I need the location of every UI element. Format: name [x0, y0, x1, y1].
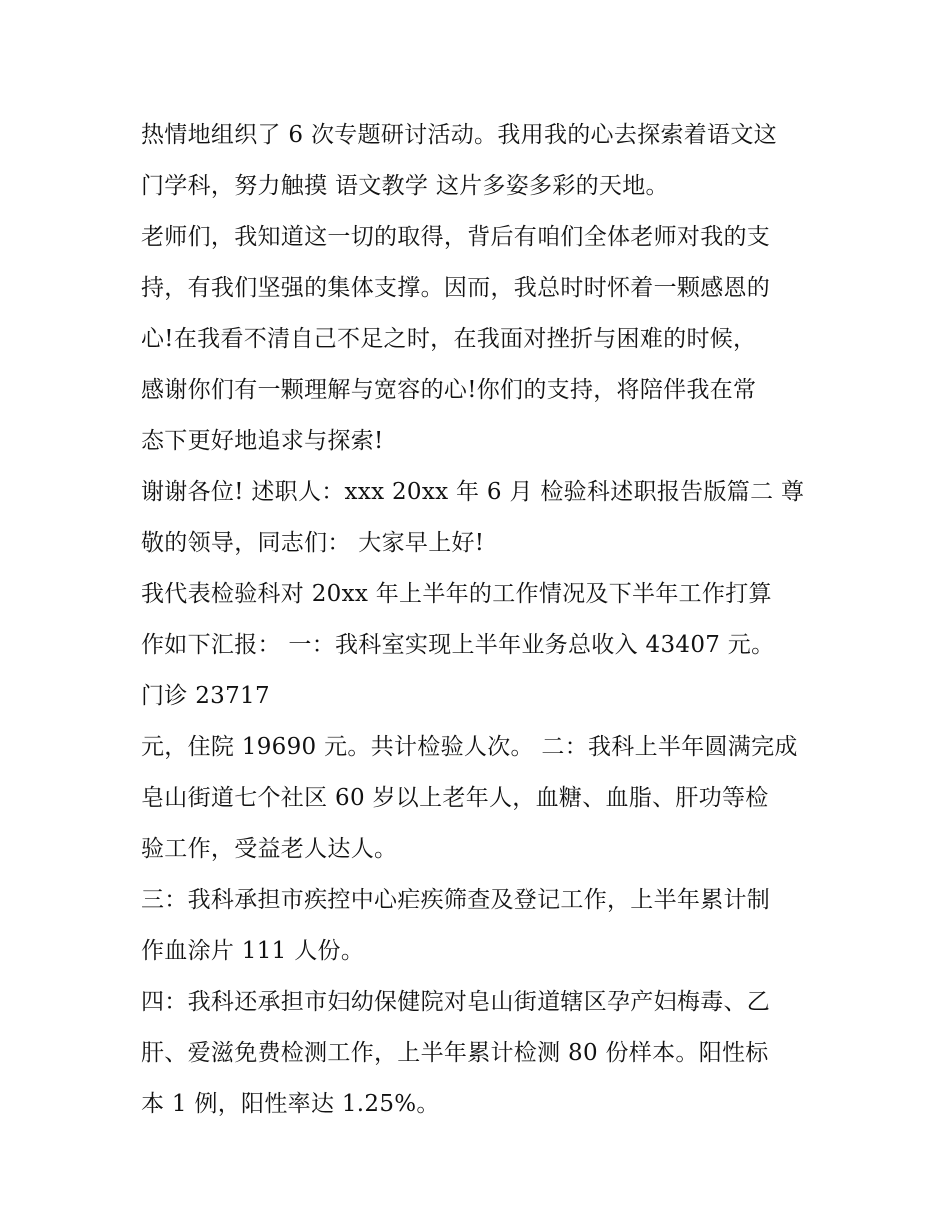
text-line: 心!在我看不清自己不足之时，在我面对挫折与困难的时候， — [141, 326, 757, 352]
text-line: 作如下汇报： 一：我科室实现上半年业务总收入 43407 元。 — [141, 632, 775, 658]
text-line: 验工作，受益老人达人。 — [141, 836, 398, 862]
text-line: 门诊 23717 — [141, 683, 270, 709]
text-line: 持，有我们坚强的集体支撑。因而，我总时时怀着一颗感恩的 — [141, 275, 771, 301]
text-line: 谢谢各位! 述职人：xxx 20xx 年 6 月 检验科述职报告版篇二 尊 — [141, 479, 805, 505]
text-line: 元，住院 19690 元。共计检验人次。 二：我科上半年圆满完成 — [141, 734, 798, 760]
text-line: 四：我科还承担市妇幼保健院对皂山街道辖区孕产妇梅毒、乙 — [141, 989, 771, 1015]
text-line: 我代表检验科对 20xx 年上半年的工作情况及下半年工作打算 — [141, 581, 772, 607]
document-body-text — [141, 110, 831, 1130]
text-line: 热情地组织了 6 次专题研讨活动。我用我的心去探索着语文这 — [141, 122, 777, 148]
text-line: 皂山街道七个社区 60 岁以上老年人，血糖、血脂、肝功等检 — [141, 785, 769, 811]
text-line: 本 1 例，阳性率达 1.25%。 — [141, 1091, 440, 1117]
text-line: 三：我科承担市疾控中心疟疾筛查及登记工作，上半年累计制 — [141, 887, 771, 913]
text-line: 态下更好地追求与探索! — [141, 428, 384, 454]
text-line: 作血涂片 111 人份。 — [141, 938, 365, 964]
text-line: 肝、爱滋免费检测工作，上半年累计检测 80 份样本。阳性标 — [141, 1040, 769, 1066]
text-line: 老师们，我知道这一切的取得，背后有咱们全体老师对我的支 — [141, 224, 771, 250]
text-line: 感谢你们有一颗理解与宽容的心!你们的支持，将陪伴我在常 — [141, 377, 757, 403]
text-line: 门学科，努力触摸 语文教学 这片多姿多彩的天地。 — [141, 173, 669, 199]
text-line: 敬的领导，同志们： 大家早上好! — [141, 530, 485, 556]
